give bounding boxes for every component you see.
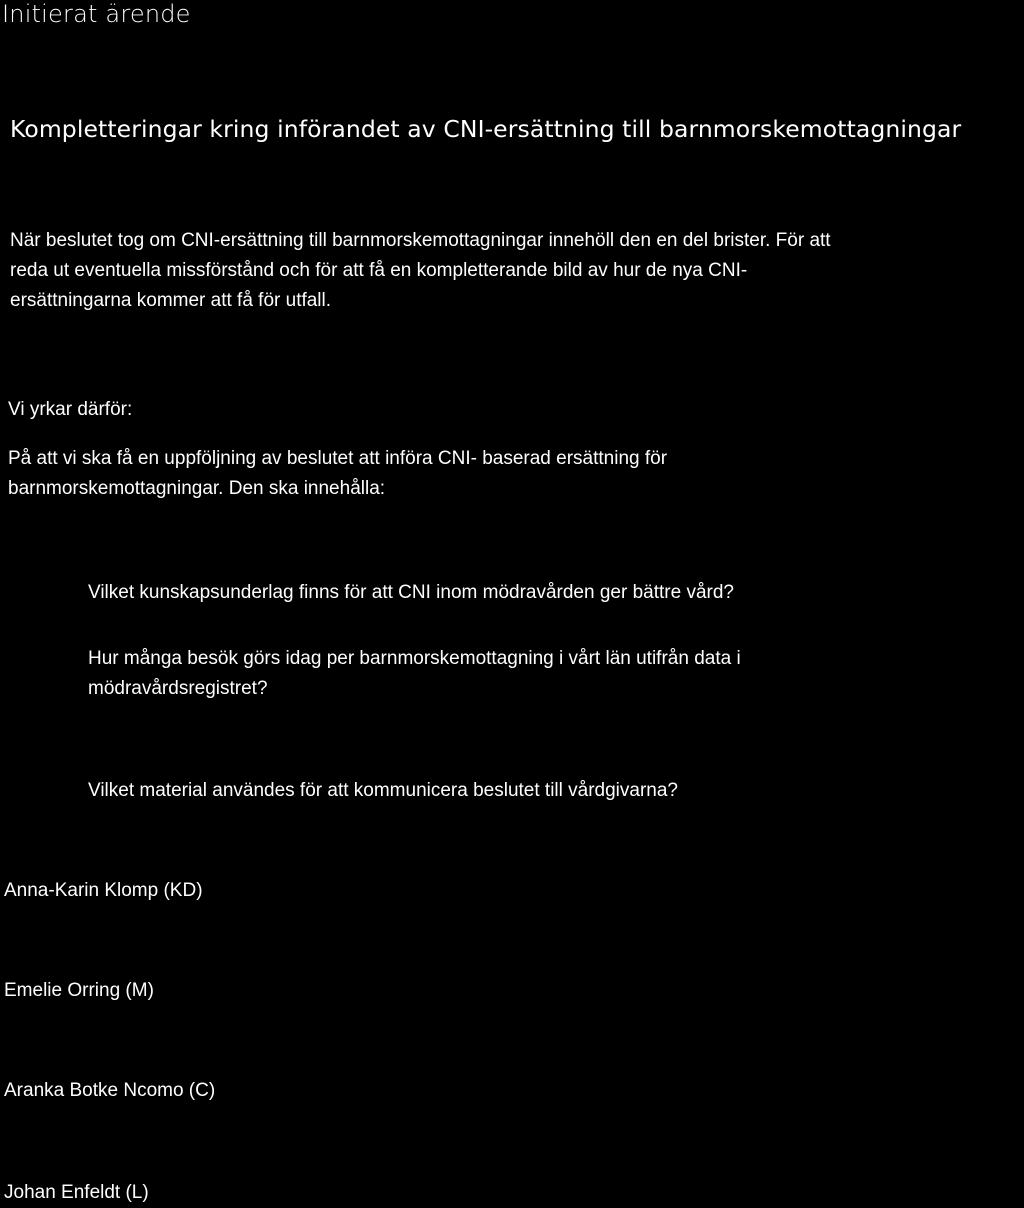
signatory-4: Johan Enfeldt (L) bbox=[4, 1182, 149, 1203]
intro-line: reda ut eventuella missförstånd och för att få en kompletterande bild av hur de nya CNI- bbox=[10, 260, 748, 281]
document-type-label: Initierat ärende bbox=[2, 0, 191, 28]
demand-line: På att vi ska få en uppföljning av beslutet att införa CNI- baserad ersättning för bbox=[8, 448, 668, 469]
signatory-2: Emelie Orring (M) bbox=[4, 980, 154, 1001]
question-3: Vilket material användes för att kommunicera beslutet till vårdgivarna? bbox=[88, 780, 678, 801]
signatory-3: Aranka Botke Ncomo (C) bbox=[4, 1080, 216, 1101]
document-heading: Kompletteringar kring införandet av CNI-ersättning till barnmorskemottagningar bbox=[10, 115, 962, 143]
question-2 bbox=[88, 644, 741, 704]
demand-paragraph bbox=[8, 444, 667, 504]
demand-intro: Vi yrkar därför: bbox=[8, 399, 133, 420]
intro-line: ersättningarna kommer att få för utfall. bbox=[10, 290, 332, 311]
question-2-line: Hur många besök görs idag per barnmorskemottagning i vårt län utifrån data i bbox=[88, 648, 741, 669]
demand-line: barnmorskemottagningar. Den ska innehålla: bbox=[8, 478, 386, 499]
question-1: Vilket kunskapsunderlag finns för att CNI inom mödravården ger bättre vård? bbox=[88, 582, 734, 603]
intro-line: När beslutet tog om CNI-ersättning till barnmorskemottagningar innehöll den en del brister. För att bbox=[10, 230, 831, 251]
question-2-line: mödravårdsregistret? bbox=[88, 678, 268, 699]
signatory-1: Anna-Karin Klomp (KD) bbox=[4, 880, 203, 901]
intro-paragraph bbox=[10, 226, 831, 316]
